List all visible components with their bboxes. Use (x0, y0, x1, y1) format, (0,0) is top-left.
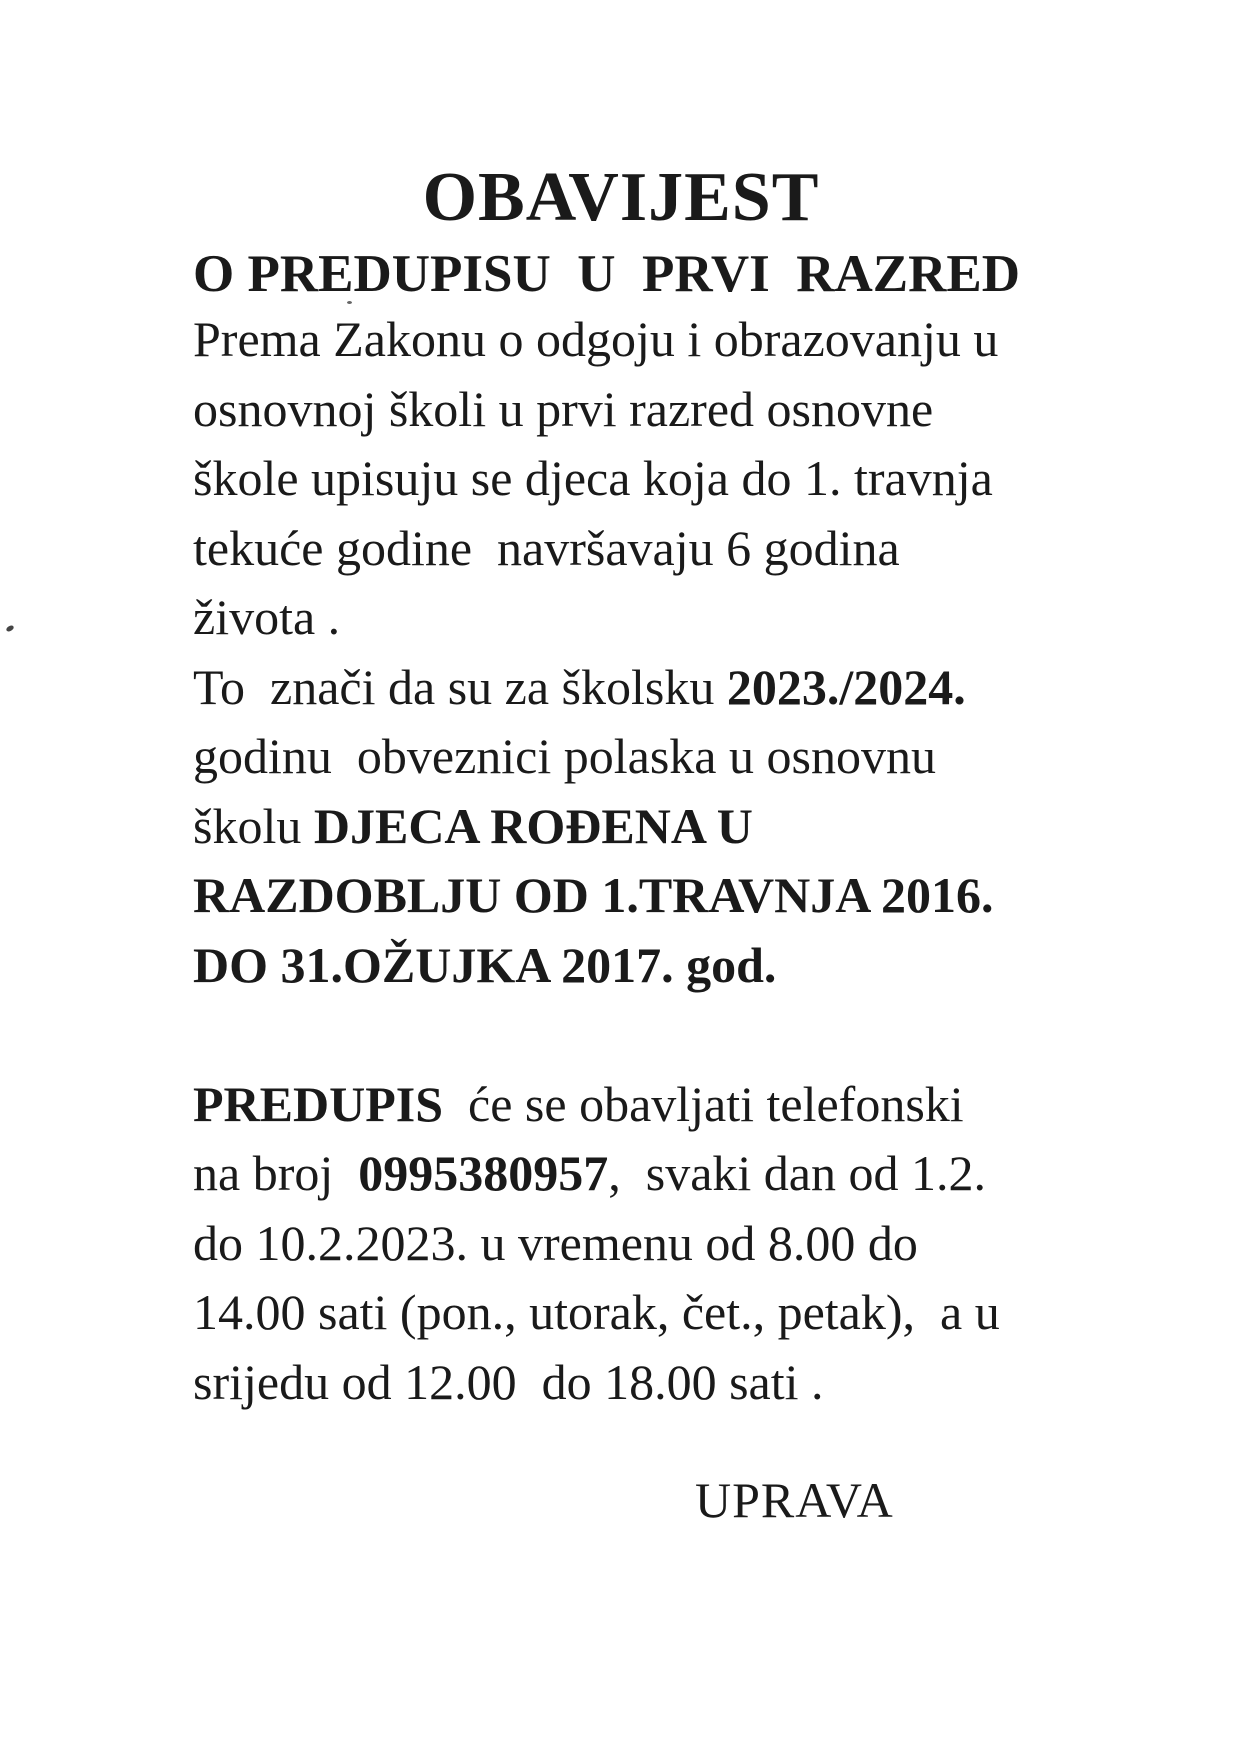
paragraph2-line (193, 792, 1203, 862)
paragraph1-line: Prema Zakonu o odgoju i obrazovanju u (193, 311, 999, 367)
notice-body (193, 305, 1203, 1417)
paragraph1-line: tekuće godine navršavaju 6 godina (193, 519, 900, 576)
preregistration-text: će se obavljati telefonski (443, 1075, 964, 1132)
paragraph2-line: godinu obveznici polaska u osnovnu (193, 728, 936, 784)
paragraph1-line: škole upisuju se djeca koja do 1. travnja (193, 450, 993, 506)
school-word: školu (193, 797, 314, 854)
birth-period-start: RAZDOBLJU OD 1.TRAVNJA 2016. (193, 867, 994, 923)
paragraph3-line (193, 1070, 1203, 1140)
paragraph2-line (193, 653, 1203, 723)
birth-period-end: DO 31.OŽUJKA 2017. god. (193, 936, 777, 993)
school-year: 2023./2024. (726, 658, 966, 715)
phone-number: 0995380957 (358, 1145, 609, 1201)
paragraph1-line: života . (193, 589, 341, 645)
notice-title: OBAVIJEST (422, 159, 820, 236)
paragraph-spacer (193, 1000, 1203, 1070)
paragraph3-line: do 10.2.2023. u vremenu od 8.00 do (193, 1214, 918, 1271)
paragraph3-line (193, 1139, 1203, 1209)
preregistration-label: PREDUPIS (193, 1075, 444, 1132)
notice-subtitle: O PREDUPISU U PRVI RAZRED (193, 245, 1021, 303)
phone-schedule: , svaki dan od 1.2. (608, 1145, 986, 1201)
paragraph1-line: osnovnoj školi u prvi razred osnovne (193, 380, 934, 437)
paragraph3-line: 14.00 sati (pon., utorak, čet., petak), a u (193, 1284, 1000, 1340)
school-year-intro: To znači da su za školsku (193, 658, 727, 715)
phone-intro: na broj (193, 1145, 359, 1201)
signature: UPRAVA (695, 1472, 894, 1528)
children-born-heading: DJECA ROĐENA U (313, 797, 753, 854)
paragraph3-line: srijedu od 12.00 do 18.00 sati . (193, 1353, 824, 1410)
scan-speck (5, 624, 14, 632)
